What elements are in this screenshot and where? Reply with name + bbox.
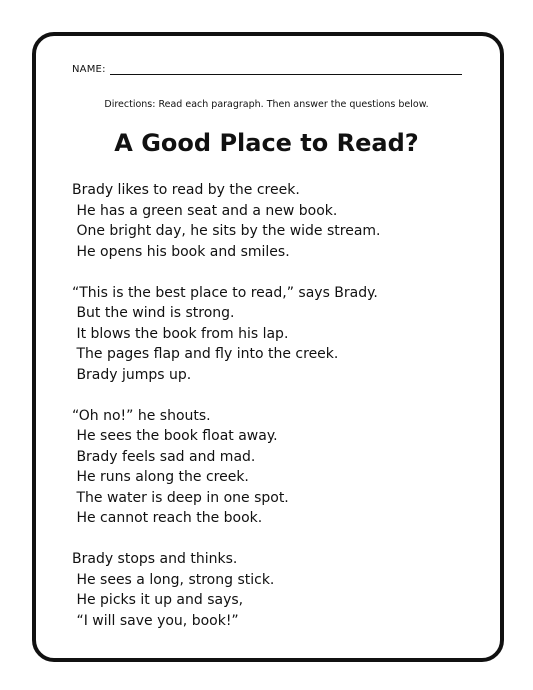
- story-line: He opens his book and smiles.: [72, 243, 290, 260]
- story-line: Brady feels sad and mad.: [72, 448, 256, 465]
- story-line: He sees a long, strong stick.: [72, 571, 275, 588]
- story-line: It blows the book from his lap.: [72, 325, 289, 342]
- story-paragraph: [72, 549, 381, 631]
- story-paragraph: [72, 406, 381, 529]
- story-text: [72, 180, 381, 631]
- story-line: “Oh no!” he shouts.: [72, 407, 211, 424]
- name-label: NAME:: [72, 64, 106, 75]
- story-paragraph: [72, 180, 381, 262]
- directions-text: Directions: Read each paragraph. Then answer the questions below.: [104, 99, 429, 110]
- story-line: The water is deep in one spot.: [72, 489, 289, 506]
- story-line: “This is the best place to read,” says Brady.: [72, 284, 378, 301]
- story-paragraph: [72, 283, 381, 386]
- story-line: The pages flap and fly into the creek.: [72, 346, 339, 362]
- story-line: Brady jumps up.: [72, 366, 192, 383]
- story-line: He has a green seat and a new book.: [72, 202, 338, 219]
- story-line: He picks it up and says,: [72, 592, 244, 608]
- story-line: He cannot reach the book.: [72, 510, 263, 526]
- name-blank-line[interactable]: [110, 74, 462, 75]
- story-line: Brady stops and thinks.: [72, 551, 238, 567]
- page-title: A Good Place to Read?: [114, 129, 419, 157]
- story-line: One bright day, he sits by the wide stream.: [72, 223, 381, 239]
- name-row: [72, 64, 462, 76]
- story-line: But the wind is strong.: [72, 305, 235, 321]
- story-line: He sees the book float away.: [72, 428, 278, 444]
- story-line: Brady likes to read by the creek.: [72, 182, 300, 198]
- story-line: He runs along the creek.: [72, 469, 249, 485]
- story-line: “I will save you, book!”: [72, 612, 239, 629]
